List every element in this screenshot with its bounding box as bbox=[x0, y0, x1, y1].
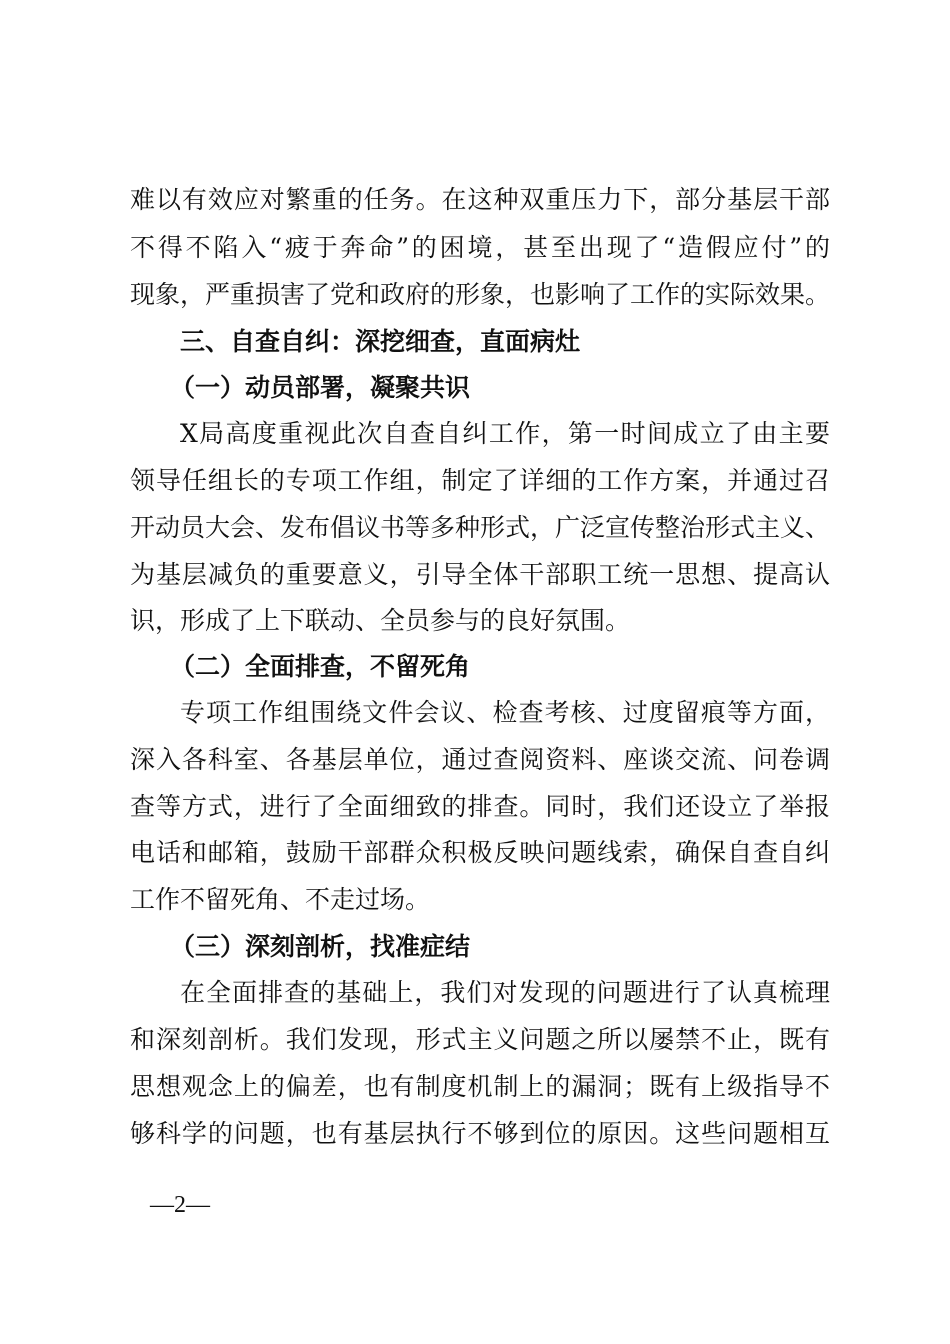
body-line: 领导任组长的专项工作组，制定了详细的工作方案，并通过召 bbox=[130, 466, 830, 495]
body-line: 难以有效应对繁重的任务。在这种双重压力下，部分基层干部 bbox=[130, 185, 830, 214]
body-line: 在全面排查的基础上，我们对发现的问题进行了认真梳理 bbox=[180, 978, 830, 1007]
body-line: 深入各科室、各基层单位，通过查阅资料、座谈交流、问卷调 bbox=[130, 745, 830, 774]
body-line: 思想观念上的偏差，也有制度机制上的漏洞；既有上级指导不 bbox=[130, 1072, 830, 1101]
body-line: 工作不留死角、不走过场。 bbox=[130, 885, 431, 914]
body-line: 开动员大会、发布倡议书等多种形式，广泛宣传整治形式主义、 bbox=[130, 513, 831, 542]
body-line: 电话和邮箱，鼓励干部群众积极反映问题线索，确保自查自纠 bbox=[130, 838, 830, 867]
subsection-heading: （三）深刻剖析，找准症结 bbox=[170, 932, 471, 961]
section-heading: 三、自查自纠：深挖细查，直面病灶 bbox=[180, 327, 581, 356]
body-line: 不得不陷入“疲于奔命”的困境，甚至出现了“造假应付”的 bbox=[130, 233, 830, 262]
body-line: 现象，严重损害了党和政府的形象，也影响了工作的实际效果。 bbox=[130, 280, 831, 309]
body-line: 查等方式，进行了全面细致的排查。同时，我们还设立了举报 bbox=[130, 792, 830, 821]
body-line: 够科学的问题，也有基层执行不够到位的原因。这些问题相互 bbox=[130, 1119, 830, 1148]
body-line: X局高度重视此次自查自纠工作，第一时间成立了由主要 bbox=[180, 419, 830, 448]
body-line: 专项工作组围绕文件会议、检查考核、过度留痕等方面， bbox=[180, 698, 830, 727]
subsection-heading: （一）动员部署，凝聚共识 bbox=[170, 373, 471, 402]
body-line: 识，形成了上下联动、全员参与的良好氛围。 bbox=[130, 606, 631, 635]
subsection-heading: （二）全面排查，不留死角 bbox=[170, 652, 471, 681]
body-line: 为基层减负的重要意义，引导全体干部职工统一思想、提高认 bbox=[130, 560, 830, 589]
body-line: 和深刻剖析。我们发现，形式主义问题之所以屡禁不止，既有 bbox=[130, 1025, 830, 1054]
page-number: —2— bbox=[150, 1192, 210, 1218]
